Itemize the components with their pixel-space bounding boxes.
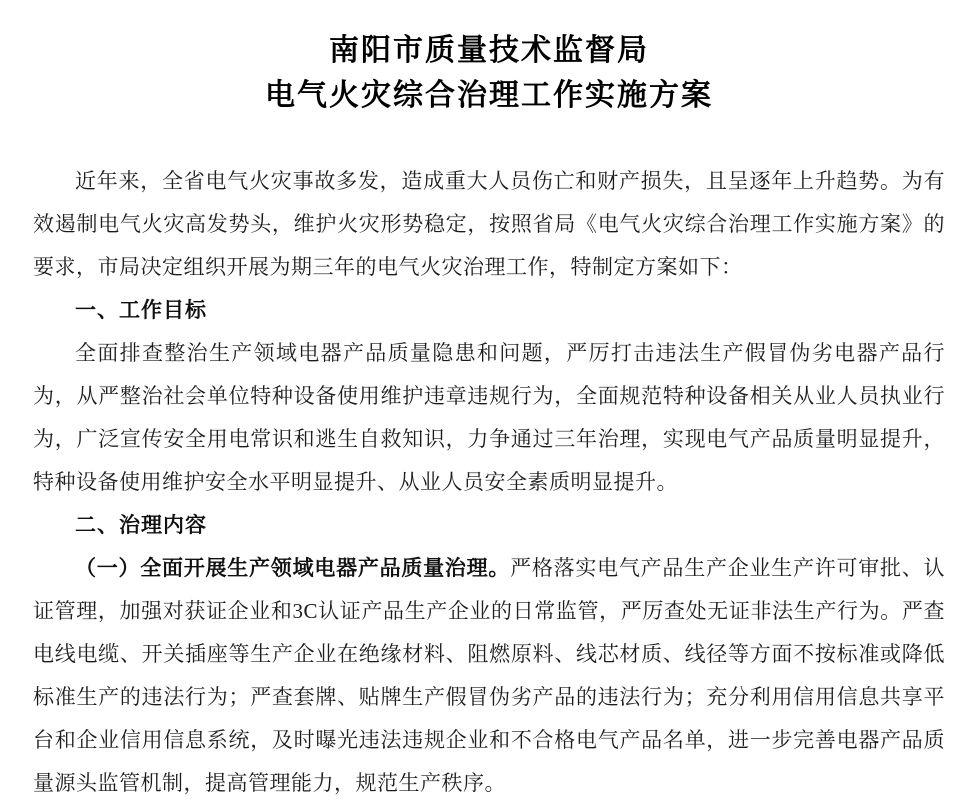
section-heading: 一、工作目标: [75, 299, 207, 322]
title-line-1: 南阳市质量技术监督局: [329, 34, 649, 67]
paragraph-lead: （一）全面开展生产领域电器产品质量治理。: [75, 556, 511, 580]
paragraph: （一）全面开展生产领域电器产品质量治理。严格落实电气产品生产企业生产许可审批、认证管理，加强对获证企业和3C认证产品生产企业的日常监管，严厉查处无证非法生产行为。严查电线电缆、开关插座等生产企业在绝缘材料、阻燃原料、线芯材质、线径等方面不按标准或降低标准生产的违法行为；严查套牌、贴牌生产假冒伪劣产品的违法行为；充分利用信用信息共享平台和企业信用信息系统，及时曝光违法违规企业和不合格电气产品名单，进一步完善电器产品质量源头监管机制，提高管理能力，规范生产秩序。: [33, 556, 946, 795]
section-heading: 二、治理内容: [75, 514, 207, 537]
paragraph: 全面排查整治生产领域电器产品质量隐患和问题，严厉打击违法生产假冒伪劣电器产品行为，从严整治社会单位特种设备使用维护违章违规行为，全面规范特种设备相关从业人员执业行为，广泛宣传安全用电常识和逃生自救知识，力争通过三年治理，实现电气产品质量明显提升，特种设备使用维护安全水平明显提升、从业人员安全素质明显提升。: [33, 341, 945, 494]
paragraph: 近年来，全省电气火灾事故多发，造成重大人员伤亡和财产损失，且呈逐年上升趋势。为有效遏制电气火灾高发势头，维护火灾形势稳定，按照省局《电气火灾综合治理工作实施方案》的要求，市局决定组织开展为期三年的电气火灾治理工作，特制定方案如下：: [33, 169, 945, 279]
title-line-2: 电气火灾综合治理工作实施方案: [265, 79, 713, 112]
document-title: [33, 28, 945, 118]
document-body: [33, 160, 945, 805]
